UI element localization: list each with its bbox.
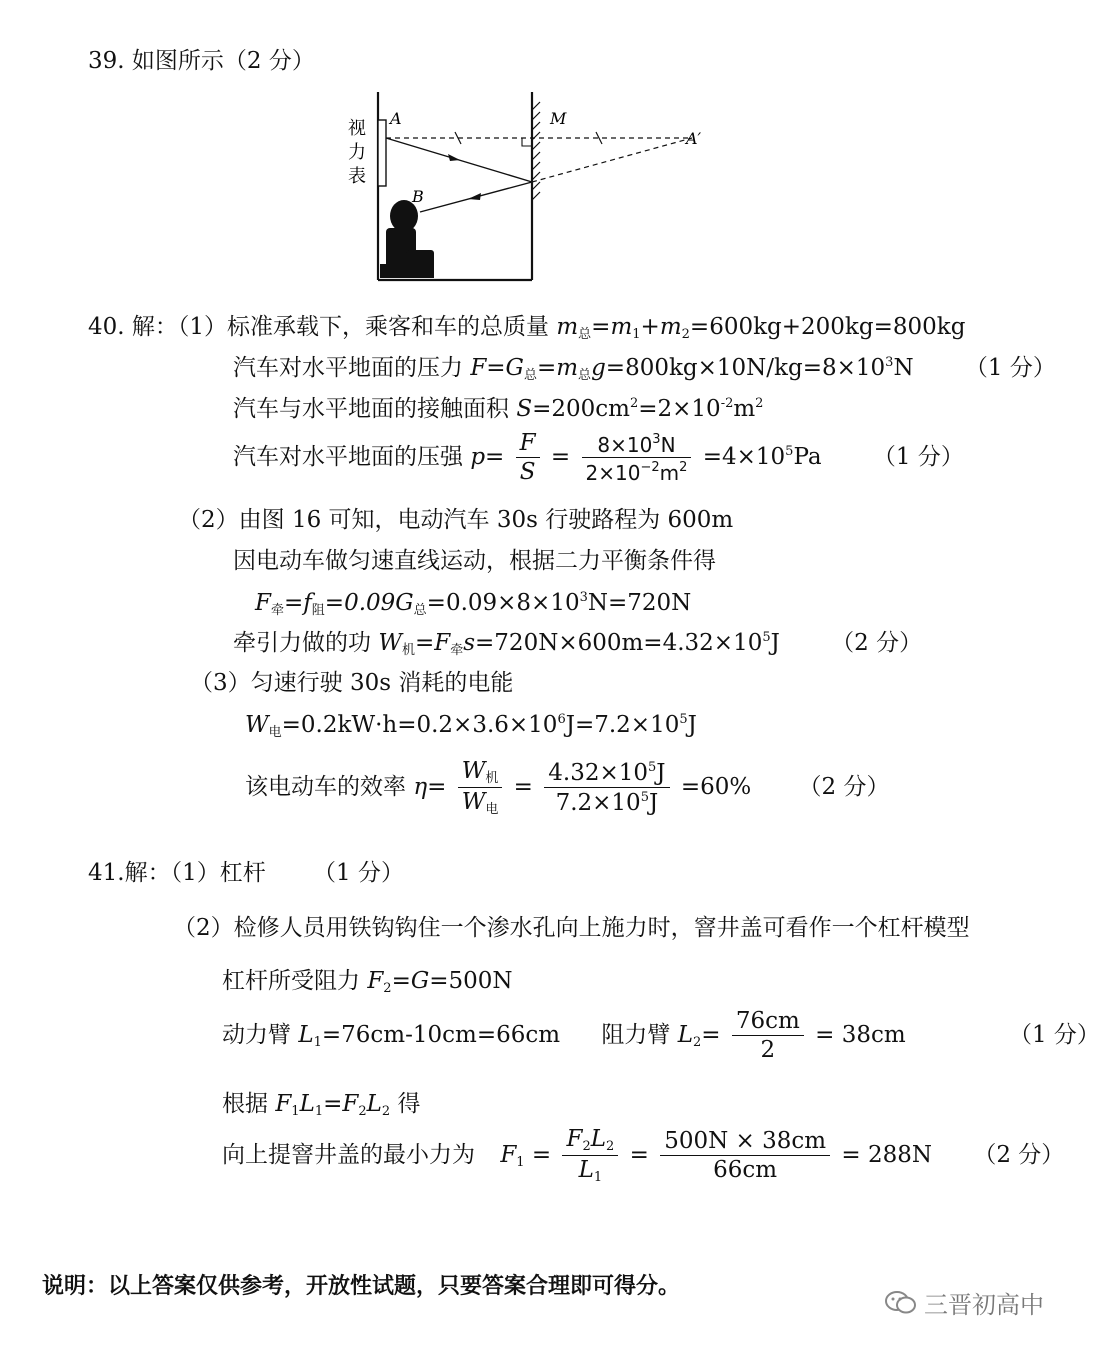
wechat-icon [884,1289,918,1323]
q40-line-3 [233,397,763,421]
efficiency-text: 该电动车的效率 [245,774,406,800]
q40-p3-line-2 [245,713,697,739]
fraction-values [544,761,669,815]
sym-W: W [378,630,402,656]
exp: 5 [679,712,688,727]
mirror-diagram [340,88,720,288]
sym-eta: η [413,774,428,800]
label-m: M [550,109,567,128]
sym-F: =F [323,1091,359,1117]
according-text: 根据 [222,1091,268,1117]
sym-L: L [298,1022,314,1048]
den-base: 2×10 [585,461,641,485]
sub: 2 [381,1104,391,1119]
score: （1 分） [1008,1022,1100,1048]
q40-line-4 [233,432,964,484]
unit: N=720N [587,590,692,616]
eq: = [485,444,505,470]
exp: 5 [648,760,657,775]
exp: 6 [557,712,566,727]
sym-L: L [299,1091,315,1117]
sub: 1 [516,1155,525,1170]
fraction-F-over-S [516,432,540,484]
sub: 阻 [311,603,325,618]
frac-den: 2 [760,1037,776,1063]
sub: 1 [593,1170,603,1185]
efficiency-result: =60% [680,774,752,800]
watermark-text: 三晋初高中 [924,1291,1044,1319]
sym-F: =F [414,630,451,656]
sym-m1: =m [591,314,633,340]
pressure-result: =4×10 [702,444,786,470]
eq: = [513,774,533,800]
label-a-prime: A′ [686,129,702,148]
sym-s: s [463,630,476,656]
sym-W: W [245,712,269,738]
q41-line-3 [222,970,513,995]
sym-F: F [500,1142,517,1168]
q40-p3-line-1: （3）匀速行驶 30s 消耗的电能 [190,670,514,696]
sub-total: 总 [578,327,592,342]
exp: −2 [640,460,660,475]
sym-m: =m [536,355,579,381]
chart-label-1: 视 [348,118,366,139]
exp: 3 [885,355,894,370]
eq: = [531,1142,552,1168]
unit: N [893,355,914,381]
unit: J [648,790,659,816]
sym-L: L [677,1022,693,1048]
sym-f: =f [283,590,312,616]
sub: 2 [383,981,392,996]
q40-p2-line-1: （2）由图 16 可知，电动汽车 30s 行驶路程为 600m [178,507,734,533]
eq: = [701,1022,721,1048]
sym-F: F [367,968,384,994]
sub: 1 [313,1035,322,1050]
fraction-values [582,433,692,483]
q40-p2-line-4 [233,631,922,657]
area-m: =2×10 [638,396,721,422]
q40-p2-line-3 [255,591,691,617]
sub: 牵 [450,643,464,658]
sym-F: F [275,1091,292,1117]
sub: 2 [582,1139,591,1154]
exp: 5 [640,790,649,805]
q40-line-2 [233,356,1056,382]
q41-line-6 [222,1128,1064,1184]
sym-G: =G [486,355,524,381]
sym-S: S [516,396,533,422]
fraction-W-ratio [458,760,503,816]
sub-2: 2 [681,327,690,342]
mass-result: =600kg+200kg=800kg [689,314,966,340]
unit: J [687,712,697,738]
sym-W: W [461,789,486,815]
q39-header: 39. 如图所示（2 分） [88,48,315,74]
exp: 2 [755,396,764,411]
get-text: 得 [397,1091,421,1117]
score: （2 分） [831,630,923,656]
sym-W: W [461,758,486,784]
unit: N [660,433,676,457]
q41-lead: 41.解：（1）杠杆 [88,860,266,886]
power-arm-text: 动力臂 [222,1022,291,1048]
unit: m [659,461,680,485]
resistance-arm-result: = 38cm [815,1022,906,1048]
sub: 牵 [270,603,284,618]
sym-L: L [366,1091,382,1117]
min-force-text: 向上提窨井盖的最小力为 [222,1142,475,1168]
q40-p2-line-2: 因电动车做匀速直线运动，根据二力平衡条件得 [233,548,716,574]
score: （1 分） [313,860,404,886]
sym-G: =G [391,968,430,994]
min-force-result: = 288N [841,1142,932,1168]
contact-area-text: 汽车与水平地面的接触面积 [233,396,509,422]
sym-F: F [255,590,271,616]
exp: 3 [652,432,661,447]
sub-1: 1 [632,327,641,342]
label-a: A [390,109,402,128]
eq: = [550,444,571,470]
sub-total: 总 [578,368,592,383]
q41-line-2: （2）检修人员用铁钩钩住一个渗水孔向上施力时，窨井盖可看作一个杠杆模型 [173,915,970,941]
frac-den: 66cm [713,1157,778,1183]
frac-num: F [516,432,540,458]
chart-label-2: 力 [348,142,366,163]
q40-p3-line-3 [245,760,890,816]
sub: 2 [692,1035,702,1050]
sym-p: p [470,444,486,470]
sub: 电 [268,725,282,740]
sub: 1 [314,1104,324,1119]
sym-G: =0.09G [324,590,414,616]
sym-F: F [566,1126,583,1152]
sym-F: F [470,355,487,381]
pressure-force-text: 汽车对水平地面的压力 [233,355,463,381]
fraction-F2L2-over-L1 [562,1128,618,1184]
score: （2 分） [798,774,890,800]
score: （1 分） [872,444,964,470]
num-base: 8×10 [597,433,653,457]
eq: = [427,774,447,800]
value: =500N [429,968,513,994]
eq: = [629,1142,649,1168]
fraction-values [660,1130,830,1182]
frac-num: 76cm [732,1010,804,1036]
exp: 5 [785,444,794,459]
score: （2 分） [973,1142,1065,1168]
q41-line-5 [222,1093,421,1118]
unit: m [733,396,756,422]
den: 7.2×10 [555,790,641,816]
energy-mid: J=7.2×10 [565,712,680,738]
footer-note: 说明：以上答案仅供参考，开放性试题，只要答案合理即可得分。 [42,1274,681,1299]
exp: 2 [679,460,688,475]
fraction-76-over-2 [732,1010,804,1062]
force-calc: =800kg×10N/kg=8×10 [605,355,886,381]
sub: 1 [291,1104,300,1119]
exp: 5 [762,630,771,645]
q41-line-4 [222,1010,1100,1062]
watermark [884,1285,1044,1323]
exp: 3 [579,590,588,605]
chart-label-3: 表 [348,166,366,187]
frac-num: 500N × 38cm [660,1130,830,1156]
num: 4.32×10 [548,760,648,786]
energy-calc: =0.2kW·h=0.2×3.6×10 [281,712,558,738]
unit: J [656,760,666,786]
pressure-text: 汽车对水平地面的压强 [233,444,463,470]
work-calc: =720N×600m=4.32×10 [475,630,763,656]
resistance-text: 杠杆所受阻力 [222,968,360,994]
sub-total: 总 [523,368,537,383]
resistance-arm-text: 阻力臂 [601,1022,671,1048]
calc: =0.09×8×10 [426,590,580,616]
sub: 机 [485,771,499,786]
sym-g: g [591,355,606,381]
sub: 总 [413,603,427,618]
sym-L: L [578,1157,594,1183]
unit: Pa [793,444,822,470]
frac-den: S [519,459,536,485]
sub: 2 [606,1139,615,1154]
sym-m2: +m [640,314,682,340]
power-arm-calc: =76cm-10cm=66cm [321,1022,561,1048]
sub: 机 [401,643,415,658]
area-cm: =200cm [532,396,630,422]
exp: -2 [720,396,734,411]
sub: 电 [485,802,499,817]
score: （1 分） [964,355,1056,381]
sym-m: m [556,314,579,340]
label-b: B [412,187,424,206]
work-text: 牵引力做的功 [233,630,371,656]
sym-L: L [590,1126,606,1152]
exp: 2 [629,396,639,411]
sub: 2 [358,1104,367,1119]
unit: J [770,630,780,656]
q41-line-1 [88,862,404,885]
q40-lead: 40. 解：（1）标准承载下，乘客和车的总质量 [88,314,550,340]
q40-line-1 [88,316,965,341]
